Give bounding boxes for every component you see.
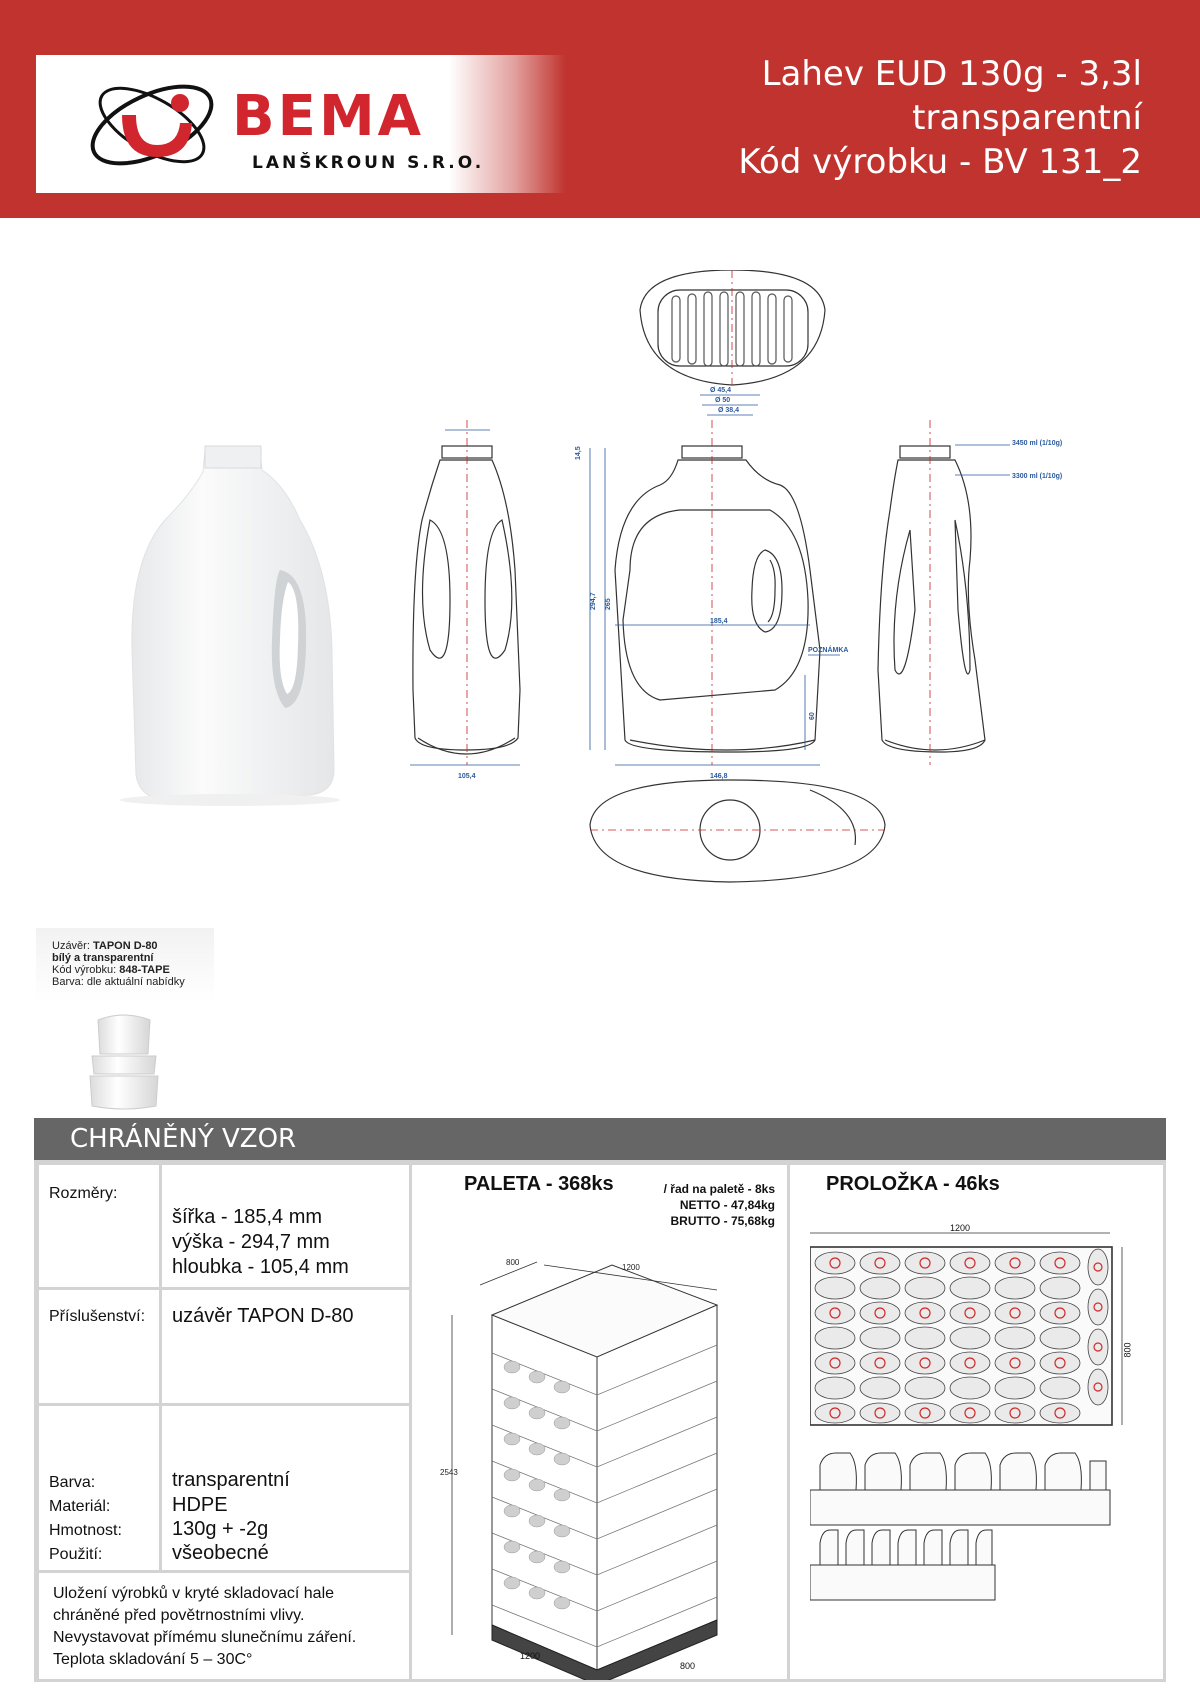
hmotnost-label: Hmotnost:: [49, 1522, 122, 1539]
pallet-dim-800: 800: [506, 1258, 520, 1267]
dim-depth-label: 105,4: [458, 773, 476, 780]
note-line-2: chráněné před povětrnostními vlivy.: [53, 1607, 305, 1624]
cap-uzaver-value: TAPON D-80: [92, 940, 158, 952]
rozmery-label-cell: [36, 1162, 162, 1290]
paleta-rad: / řad na paletě - 8ks: [663, 1182, 775, 1196]
protected-design-bar: [34, 1118, 1166, 1160]
dim-neck-2: Ø 50: [715, 397, 731, 404]
logo-subtitle: LANŠKROUN S.R.O.: [252, 153, 485, 173]
pallet-dim-1200: 1200: [622, 1263, 640, 1272]
paleta-brutto: BRUTTO - 75,68kg: [670, 1214, 775, 1228]
prislusenstvi-label: Příslušenství:: [49, 1308, 146, 1325]
logo-name: BEMA: [232, 84, 425, 149]
section-title: CHRÁNĚNÝ VZOR: [70, 1124, 297, 1154]
bottle-photo: [110, 440, 350, 820]
prislusenstvi-value: uzávěr TAPON D-80: [172, 1305, 354, 1327]
note-line-1: Uložení výrobků v kryté skladovací hale: [53, 1585, 335, 1602]
pallet-dim-2543: 2543: [440, 1468, 458, 1477]
dim-height-label: 294,7: [590, 592, 597, 610]
dim-handle: 60: [809, 712, 816, 720]
barva-label: Barva:: [49, 1474, 96, 1491]
pouziti-value: všeobecné: [172, 1542, 269, 1564]
header-band: [0, 0, 1200, 218]
title-line-1: Lahev EUD 130g - 3,3l: [761, 54, 1142, 94]
pallet-drawing: [412, 1225, 787, 1680]
side-view-left-drawing: [413, 446, 520, 754]
title-line-3: Kód výrobku - BV 131_2: [738, 142, 1142, 182]
prolozka-cell: [787, 1162, 1166, 1682]
cap-color-value: bílý a transparentní: [52, 952, 154, 964]
rozmery-label: Rozměry:: [49, 1185, 118, 1202]
paleta-cell: [409, 1162, 790, 1682]
sirka-value: šířka - 185,4 mm: [172, 1206, 323, 1228]
bottom-view-drawing: [590, 780, 885, 882]
top-view-drawing: [640, 270, 825, 385]
cap-info: [36, 928, 214, 1002]
cap-image: [84, 1010, 164, 1110]
note-line-3: Nevystavovat přímému slunečnímu záření.: [53, 1629, 357, 1646]
paleta-title: PALETA - 368ks: [464, 1173, 614, 1195]
cap-uzaver-label: Uzávěr:: [52, 940, 90, 952]
pallet-base-800: 800: [680, 1661, 696, 1671]
side-view-right-drawing: [878, 446, 985, 752]
dim-volume-1: 3450 ml (1/10g): [1012, 440, 1063, 447]
barva-value: transparentní: [172, 1469, 290, 1491]
material-value: HDPE: [172, 1494, 228, 1516]
bema-logo-icon: [82, 65, 222, 183]
storage-note-cell: [36, 1570, 412, 1682]
layer-drawing: [810, 1225, 1140, 1680]
pouziti-label: Použití:: [49, 1546, 103, 1563]
dim-neck-1: Ø 45,4: [710, 387, 732, 394]
material-label: Materiál:: [49, 1498, 111, 1515]
product-title: [738, 52, 1142, 184]
prislusenstvi-label-cell: [36, 1287, 162, 1406]
cap-kod-label: Kód výrobku:: [52, 964, 117, 976]
hmotnost-value: 130g + -2g: [172, 1518, 269, 1540]
dim-volume-2: 3300 ml (1/10g): [1012, 473, 1063, 480]
dim-height-2: 265: [605, 598, 612, 610]
dim-width-bottom-label: 146,8: [710, 773, 728, 780]
props-value-cell: [159, 1403, 412, 1573]
title-line-2: transparentní: [912, 98, 1142, 138]
logo: [36, 55, 566, 193]
prolozka-title: PROLOŽKA - 46ks: [826, 1173, 1000, 1195]
technical-drawing: [410, 270, 1170, 950]
hloubka-value: hloubka - 105,4 mm: [172, 1256, 349, 1278]
prolozka-dim-1200: 1200: [950, 1223, 971, 1233]
pallet-base-1200: 1200: [520, 1651, 541, 1661]
props-label-cell: [36, 1403, 162, 1573]
vyska-value: výška - 294,7 mm: [172, 1231, 330, 1253]
rozmery-value-cell: [159, 1162, 412, 1290]
dim-width-label: 185,4: [710, 618, 728, 625]
storage-note: [53, 1583, 356, 1671]
prislusenstvi-value-cell: [159, 1287, 412, 1406]
dim-note: POZNÁMKA: [808, 647, 849, 654]
dim-shoulder: 14,5: [575, 446, 582, 460]
note-line-4: Teplota skladování 5 – 30C°: [53, 1651, 253, 1668]
front-view-drawing: [615, 446, 820, 752]
dim-neck-3: Ø 38,4: [718, 407, 740, 414]
cap-kod-value: 848-TAPE: [119, 964, 170, 976]
paleta-netto: NETTO - 47,84kg: [679, 1198, 775, 1212]
prolozka-dim-800: 800: [1122, 1342, 1133, 1358]
cap-barva-line: Barva: dle aktuální nabídky: [52, 976, 185, 988]
